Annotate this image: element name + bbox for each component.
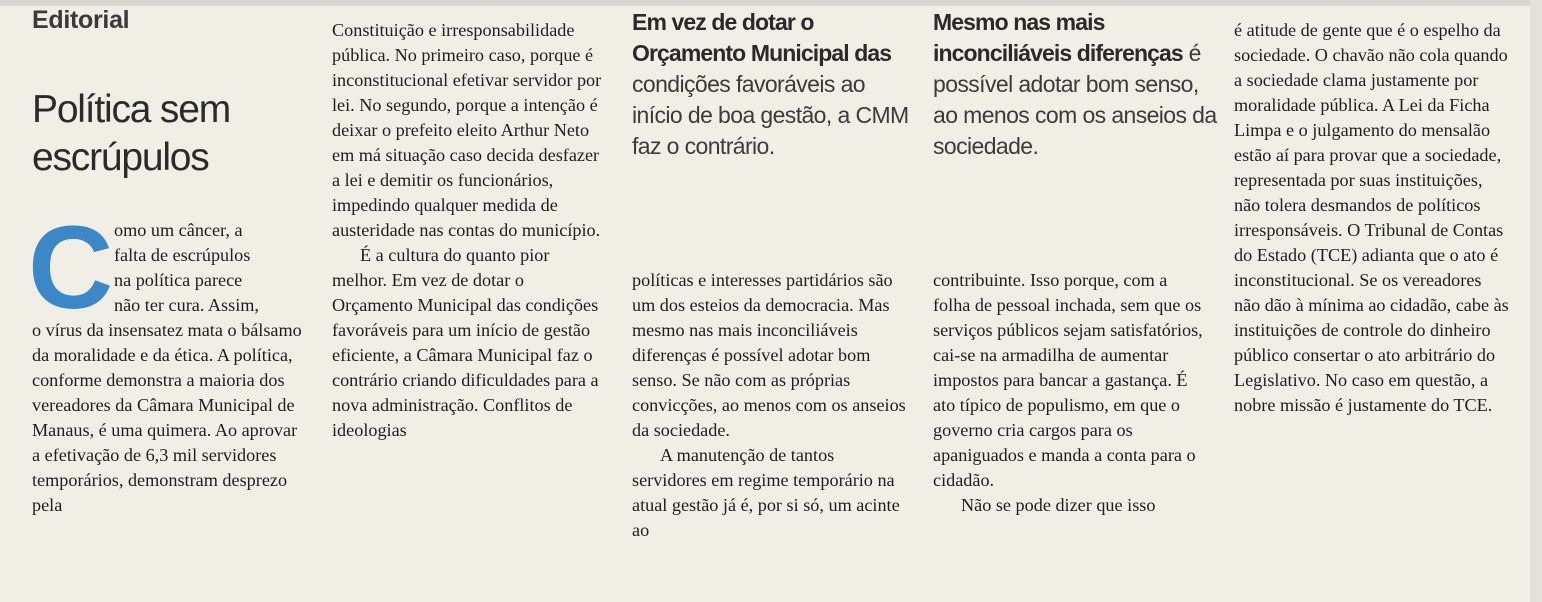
column-4	[933, 268, 1209, 518]
column-4-paragraph: contribuinte. Isso porque, com a folha de pessoal inchada, sem que os serviços públicos sejam satisfatórios, cai-se na armadilha de aumentar impostos para bancar a gastança. É ato típico de populismo, em que o governo cria cargos para os apaniguados e manda a conta para o cidadão.	[933, 270, 1203, 490]
column-1-line: na política parece	[114, 270, 243, 290]
headline: Política sem escrúpulos	[32, 88, 231, 179]
pull-quote-1-bold: Em vez de dotar o Orçamento Municipal das	[632, 9, 892, 66]
pull-quote-2-bold: Mesmo nas mais inconciliáveis diferenças	[933, 9, 1183, 66]
column-2-paragraph: É a cultura do quanto pior melhor. Em vez de dotar o Orçamento Municipal das condições favoráveis para um início de gestão eficiente, a Câmara Municipal faz o contrário criando dificuldades para a nova administração. Conflitos de ideologias	[332, 245, 599, 440]
column-2	[332, 18, 606, 443]
column-3-paragraph: A manutenção de tantos servidores em regime temporário na atual gestão já é, por si só, um acinte ao	[632, 445, 900, 540]
column-2-paragraph: Constituição e irresponsabilidade pública. No primeiro caso, porque é inconstitucional efetivar servidor por lei. No segundo, porque a intenção é deixar o prefeito eleito Arthur Neto em má situação caso decida desfazer a lei e demitir os funcionários, impedindo qualquer medida de austeridade nas contas do município.	[332, 20, 602, 240]
column-3	[632, 268, 908, 543]
pull-quote-2	[933, 7, 1218, 162]
pull-quote-2-text: é possível adotar bom senso, ao menos com os anseios da sociedade.	[933, 40, 1217, 159]
column-4-paragraph: Não se pode dizer que isso	[961, 495, 1156, 515]
column-1-line: falta de escrúpulos	[114, 245, 251, 265]
column-1	[32, 218, 304, 518]
column-5	[1234, 18, 1512, 418]
pull-quote-1-text: condições favoráveis ao início de boa gestão, a CMM faz o contrário.	[632, 71, 909, 159]
page-edge	[1530, 0, 1542, 602]
section-label: Editorial	[32, 6, 130, 34]
column-1-line: não ter cura. Assim,	[114, 295, 259, 315]
drop-cap: C	[28, 202, 114, 334]
column-5-paragraph: é atitude de gente que é o espelho da sociedade. O chavão não cola quando a sociedade clama justamente por moralidade pública. A Lei da Ficha Limpa e o julgamento do mensalão estão aí para provar que a sociedade, representada por suas instituições, não tolera desmandos de políticos irresponsáveis. O Tribunal de Contas do Estado (TCE) adianta que o ato é inconstitucional. Se os vereadores não dão à mínima ao cidadão, cabe às instituições de controle do dinheiro público consertar o ato arbitrário do Legislativo. No caso em questão, a nobre missão é justamente do TCE.	[1234, 20, 1509, 415]
column-1-line: omo um câncer, a	[114, 220, 243, 240]
top-band	[0, 0, 1542, 6]
column-3-paragraph: políticas e interesses partidários são um dos esteios da democracia. Mas mesmo nas mais inconciliáveis diferenças é possível adotar bom senso. Se não com as próprias convicções, ao menos com os anseios da sociedade.	[632, 270, 906, 440]
pull-quote-1	[632, 7, 917, 162]
column-1-text: o vírus da insensatez mata o bálsamo da moralidade e da ética. A política, conforme demonstra a maioria dos vereadores da Câmara Municipal de Manaus, é uma quimera. Ao aprovar a efetivação de 6,3 mil servidores temporários, demonstram desprezo pela	[32, 320, 302, 515]
